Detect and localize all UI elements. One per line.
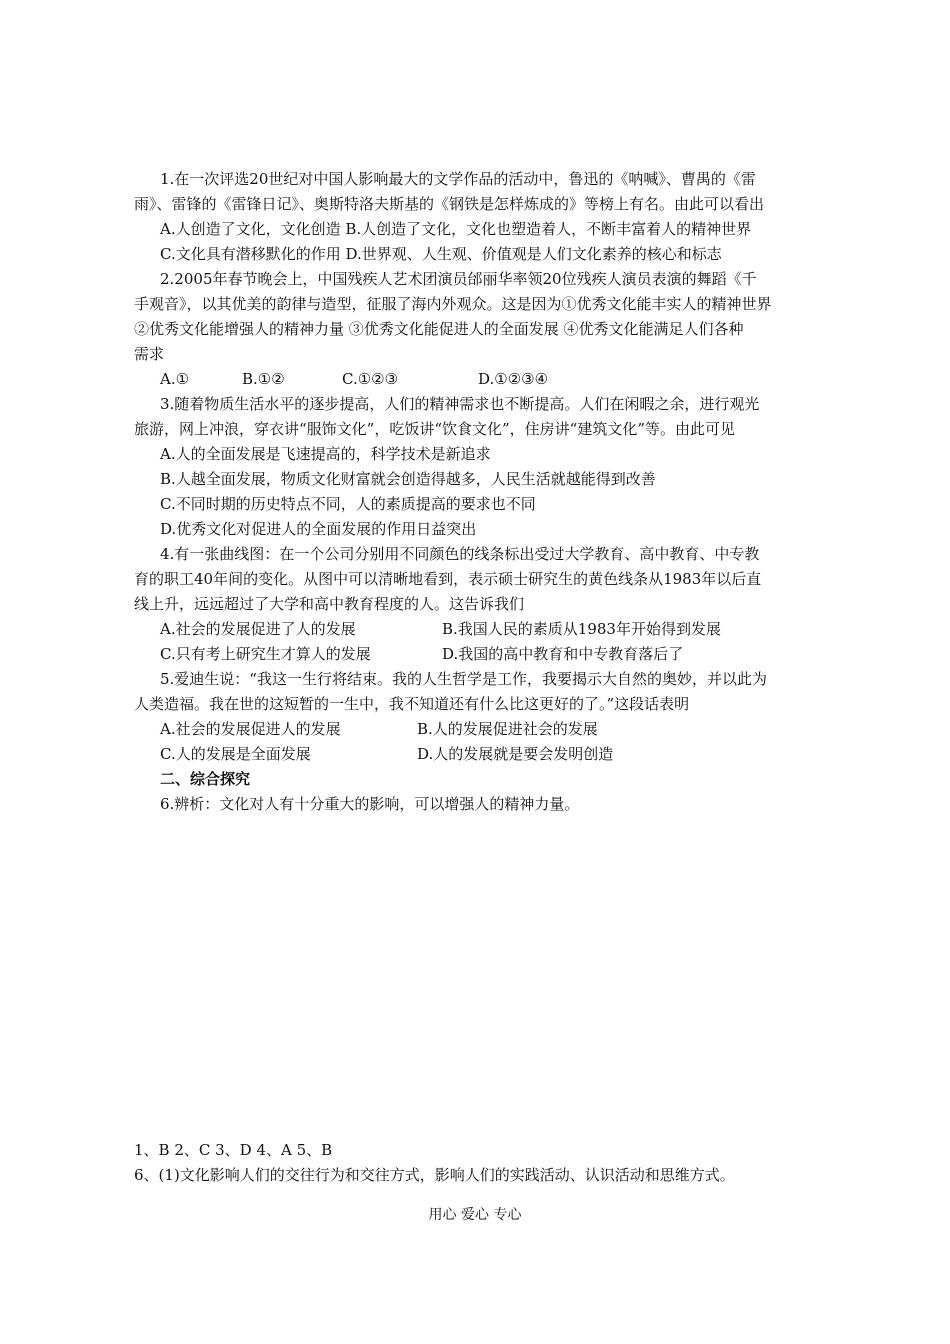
q5-line-2: 人类造福。我在世的这短暂的一生中，我不知道还有什么比这更好的了。”这段话表明 xyxy=(134,695,690,713)
q6-text: 6.辨析：文化对人有十分重大的影响，可以增强人的精神力量。 xyxy=(160,795,580,813)
q2-option-c: C.①②③ xyxy=(342,370,399,388)
q3-option-d: D.优秀文化对促进人的全面发展的作用日益突出 xyxy=(160,520,477,538)
q4-option-d: D.我国的高中教育和中专教育落后了 xyxy=(442,645,684,663)
q5-option-c: C.人的发展是全面发展 xyxy=(160,745,311,763)
q3-option-b: B.人越全面发展，物质文化财富就会创造得越多，人民生活就越能得到改善 xyxy=(160,470,656,488)
q3-line-1: 3.随着物质生活水平的逐步提高，人们的精神需求也不断提高。人们在闲暇之余，进行观光 xyxy=(160,395,760,413)
q2-line-1: 2.2005年春节晚会上，中国残疾人艺术团演员邰丽华率领20位残疾人演员表演的舞蹈《千 xyxy=(160,270,757,288)
answer-key-line-1: 1、B 2、C 3、D 4、A 5、B xyxy=(134,1141,333,1159)
q1-line-2: 雨》、雷锋的《雷锋日记》、奥斯特洛夫斯基的《钢铁是怎样炼成的》等榜上有名。由此可以看出 xyxy=(134,195,765,213)
q2-option-b: B.①② xyxy=(242,370,285,388)
q1-options-cd: C.文化具有潜移默化的作用 D.世界观、人生观、价值观是人们文化素养的核心和标志 xyxy=(160,245,722,263)
q5-option-d: D.人的发展就是要会发明创造 xyxy=(417,745,614,763)
q4-line-3: 线上升，远远超过了大学和高中教育程度的人。这告诉我们 xyxy=(134,595,525,613)
q3-option-a: A.人的全面发展是飞速提高的，科学技术是新追求 xyxy=(160,445,491,463)
q5-option-b: B.人的发展促进社会的发展 xyxy=(417,720,598,738)
q4-option-a: A.社会的发展促进了人的发展 xyxy=(160,620,356,638)
q1-options-ab: A.人创造了文化，文化创造 B.人创造了文化，文化也塑造着人，不断丰富着人的精神世界 xyxy=(160,220,752,238)
q4-line-1: 4.有一张曲线图：在一个公司分别用不同颜色的线条标出受过大学教育、高中教育、中专教 xyxy=(160,545,760,563)
q1-line-1: 1.在一次评选20世纪对中国人影响最大的文学作品的活动中，鲁迅的《呐喊》、曹禺的《雷 xyxy=(160,170,756,188)
q2-option-d: D.①②③④ xyxy=(478,370,549,388)
answer-key-line-2: 6、(1)文化影响人们的交往行为和交往方式，影响人们的实践活动、认识活动和思维方式。 xyxy=(134,1166,735,1184)
q4-option-b: B.我国人民的素质从1983年开始得到发展 xyxy=(442,620,721,638)
q4-option-c: C.只有考上研究生才算人的发展 xyxy=(160,645,371,663)
q2-line-4: 需求 xyxy=(134,345,165,363)
page-footer: 用心 爱心 专心 xyxy=(428,1207,522,1223)
q2-option-a: A.① xyxy=(160,370,190,388)
q3-line-2: 旅游，网上冲浪，穿衣讲“服饰文化”，吃饭讲“饮食文化”，住房讲“建筑文化”等。由此可见 xyxy=(134,420,736,438)
q3-option-c: C.不同时期的历史特点不同，人的素质提高的要求也不同 xyxy=(160,495,536,513)
q2-line-2: 手观音》，以其优美的韵律与造型，征服了海内外观众。这是因为①优秀文化能丰实人的精神世界 xyxy=(134,295,772,313)
q5-option-a: A.社会的发展促进人的发展 xyxy=(160,720,341,738)
q5-line-1: 5.爱迪生说：“我这一生行将结束。我的人生哲学是工作，我要揭示大自然的奥妙，并以此为 xyxy=(160,670,767,688)
q4-line-2: 育的职工40年间的变化。从图中可以清晰地看到，表示硕士研究生的黄色线条从1983年以后直 xyxy=(134,570,762,588)
section-heading: 二、综合探究 xyxy=(160,770,251,788)
q2-line-3: ②优秀文化能增强人的精神力量 ③优秀文化能促进人的全面发展 ④优秀文化能满足人们各种 xyxy=(134,320,744,338)
